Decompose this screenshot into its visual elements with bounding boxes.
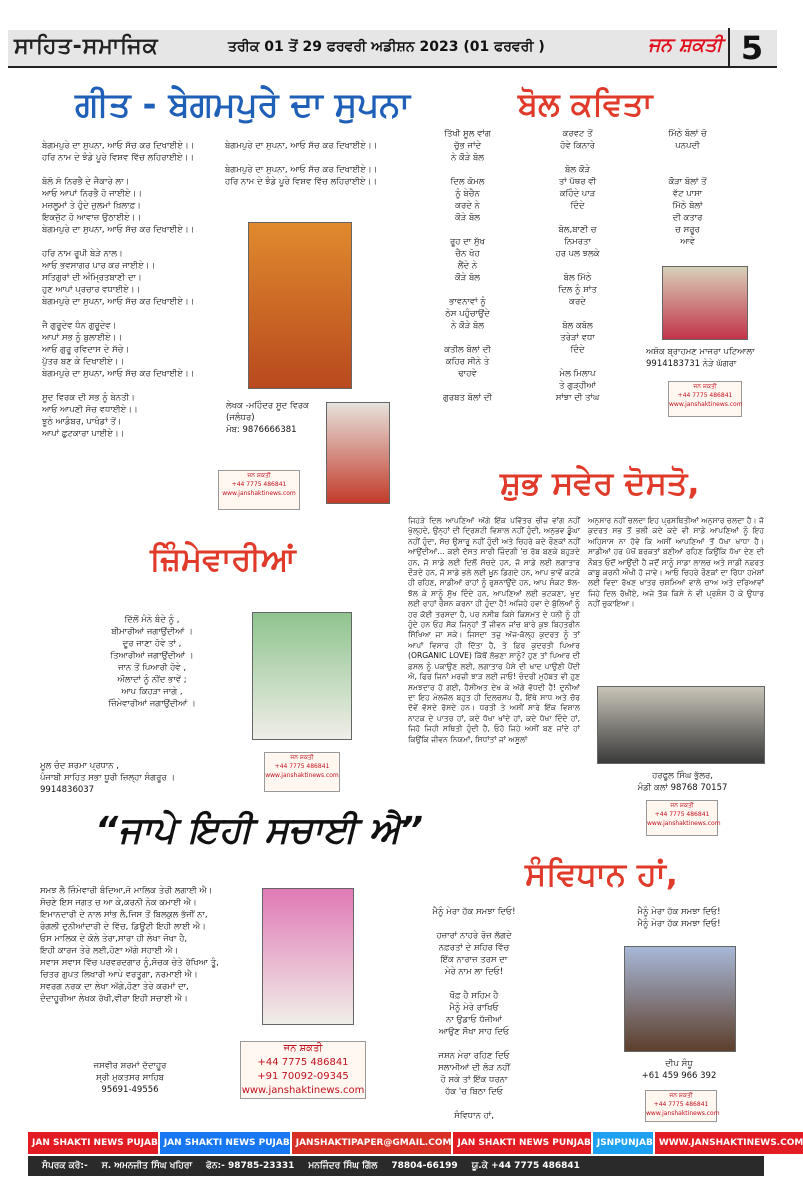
- contact-item: ਫੋਨ:- 98785-23331: [206, 1161, 295, 1171]
- samvidhan-title: ਸੰਵਿਧਾਨ ਹਾਂ,: [525, 855, 678, 893]
- geet-title: ਗੀਤ - ਬੇਗਮਪੁਰੇ ਦਾ ਸੁਪਨਾ: [75, 85, 411, 125]
- guru-ravidas-image: [248, 222, 352, 389]
- jan-shakti-logo: ਜਨ ਸ਼ਕਤੀ +44 7775 486841 www.janshaktinews.com: [668, 381, 742, 417]
- geet-author: ਲੇਖਕ -ਮਹਿੰਦਰ ਸੂਦ ਵਿਰਕ (ਜਲੰਧਰ) ਮੋਬ: 9876666381: [226, 401, 309, 435]
- jimmewari-title: ਜ਼ਿੰਮੇਵਾਰੀਆਂ: [150, 540, 296, 578]
- samvidhan-poem-col1: ਮੈਨੂੰ ਮੇਰਾ ਹੱਕ ਸਮਝਾ ਦਿਓ! ਹਜ਼ਾਰਾਂ ਨਾਹਰੇ ਰੋਜ਼ ਲੱਗਦੇ ਨਫ਼ਰਤਾਂ ਦੇ ਸ਼ਹਿਰ ਵਿੱਚ ਇੱਕ ਨਾਰਾਜ਼ ਤਰਸ ਦਾ ਮੇਰੇ ਨਾਮ ਲਾ ਦਿਓ! ਖੌਫ਼ ਹੈ ਸਹਿਮ ਹੈ ਮੈਨੂੰ ਮੇਰੇ ਰਾਖਿਓ ਨਾ ਉਡਾਓ ਧੱਜੀਆਂ ਆਉਣ ਸੌਖਾ ਸਾਹ ਦਿਓ ਜਸ਼ਨ ਮੇਰਾ ਰਹਿਣ ਦਿਓ ਸਲਾਮੀਆਂ ਦੀ ਲੋੜ ਨਹੀਂ ਹੋ ਸਕੇ ਤਾਂ ਇੱਕ ਧਰਨਾ ਹੱਕ 'ਚ ਬਿਠਾ ਦਿਓ ਸੰਵਿਧਾਨ ਹਾਂ,: [432, 907, 516, 1121]
- bol-poem-col3: ਮਿੱਠੇ ਬੋਲਾਂ ਚੋ ਪਨਪਦੀ ਕੌੜਾ ਬੋਲਾਂ ਤੋਂ ਵੱਟ ਪਾਸਾ ਮਿੱਠੇ ਬੋਲਾਂ ਦੀ ਕਤਾਰ ਚ ਸਰੂਰ ਆਵੇ: [668, 129, 707, 247]
- edition-date: ਤਰੀਕ 01 ਤੋਂ 29 ਫਰਵਰੀ ਅਡੀਸ਼ਨ 2023 (01 ਫਰਵਰੀ ): [228, 39, 545, 55]
- social-bar: [28, 1132, 803, 1154]
- subh-group-photo: [597, 686, 765, 764]
- geet-author-photo: [326, 402, 390, 504]
- section-label: ਸਾਹਿਤ-ਸਮਾਜਿਕ: [14, 34, 159, 59]
- bol-poem-col1: ਤਿੱਖੀ ਸੂਲ ਵਾਂਗ ਚੁੱਭ ਜਾਂਦੇ ਨੇ ਕੌੜੇ ਬੋਲ ਦਿਲ ਕੋਮਲ ਨੂੰ ਬੇਚੈਨ ਕਰਦੇ ਨੇ ਕੌੜੇ ਬੋਲ ਰੂਹ ਦਾ ਸੁੱਖ ਚੈਨ ਖੋਹ ਲੈਂਦੇ ਨੇ ਕੌੜੇ ਬੋਲ ਭਾਵਨਾਵਾਂ ਨੂੰ ਠੇਸ ਪਹੁੰਚਾਉਂਦੇ ਨੇ ਕੌੜੇ ਬੋਲ ਕਤੀਲ ਬੋਲਾਂ ਦੀ ਕਹਿਰ ਸੀਨੇ ਤੇ ਢਾਹਵੇ ਗੁਰਬਤ ਬੋਲਾਂ ਦੀ: [443, 129, 492, 403]
- jape-poem: ਸਮਝ ਲੈ ਜ਼ਿੰਮੇਵਾਰੀ ਬੰਦਿਆ,ਜੋ ਮਾਲਿਕ ਤੇਰੀ ਲਗਾਈ ਐ। ਸੋਚਣੇ ਇਸ ਜਗਤ ਚ ਆ ਕੇ,ਕਰਨੀ ਨੇਕ ਕਮਾਈ ਐ। ਇਮਾਨਦਾਰੀ ਦੇ ਨਾਲ ਸਾਂਭ ਲੈ,ਜਿਸ ਤੋਂ ਬਿਲਕੁਲ ਭੱਜੀਂ ਨਾ, ਰੰਗਲੀ ਦੁਨੀਆਂਦਾਰੀ ਦੇ ਵਿੱਚ, ਡਿਊਟੀ ਇਹੀ ਲਾਈ ਐ। ਓਸ ਮਾਲਿਕ ਦੇ ਕੋਲੇ ਤੇਰਾ,ਸਾਰਾ ਹੀ ਲੇਖਾ ਜੋਖਾ ਹੈ, ਇਹੀ ਕਾਰਜ ਤੇਰੇ ਲਈ,ਹੋਣਾ ਅੱਗੇ ਸਹਾਈ ਐ। ਸਵਾਸ ਸਵਾਸ ਵਿੱਚ ਪਰਵਰਦਗਾਰ ਨੂੰ,ਸੋਚਕ ਚੇਤੇ ਰੱਖਿਆ ਤੂੰ, ਚਿਤਰ ਗੁਪਤ ਲਿਖਾਰੀ ਆਪੇ ਵਰਤੂਗਾ, ਨਰਮਾਈ ਐ। ਸਵਰਗ ਨਰਕ ਦਾ ਲੇਖਾ ਅੱਗੇ,ਹੋਣਾ ਤੇਰੇ ਕਰਮਾਂ ਦਾ, ਦੰਦਾਹੂਰੀਆ ਲੇਖਕ ਰੱਖੀ,ਵੀਰਾ ਇਹੀ ਸਚਾਈ ਐ।: [40, 886, 219, 1004]
- samvidhan-author: ਦੀਪ ਸੰਧੂ +61 459 966 392: [641, 1059, 717, 1081]
- contact-item: ਸੰਪਰਕ ਕਰੋ:-: [42, 1161, 88, 1171]
- jimmewari-author-photo: [252, 612, 352, 740]
- jimmewari-author: ਮੂਲ ਚੰਦ ਸ਼ਰਮਾ ਪ੍ਰਧਾਨ , ਪੰਜਾਬੀ ਸਾਹਿਤ ਸਭਾ ਧੂਰੀ ਜ਼ਿਲ੍ਹਾ ਸੰਗਰੂਰ । 9914836037: [40, 761, 176, 795]
- brand-name: ਜਨ ਸ਼ਕਤੀ: [648, 34, 723, 56]
- geet-poem-col1: ਬੇਗਮਪੁਰੇ ਦਾ ਸੁਪਨਾ, ਆਓ ਸੱਚ ਕਰ ਦਿਖਾਈਏ।। ਹਰਿ ਨਾਮ ਦੇ ਝੰਡੇ ਪੂਰੇ ਵਿਸ਼ਵ ਵਿੱਚ ਲਹਿਰਾਈਏ।। ਬੋਲੋ ਸੋ ਨਿਰਭੈ ਦੇ ਜੈਕਾਰੇ ਲਾ। ਆਓ ਆਪਾਂ ਨਿਰਭੈ ਹੋ ਜਾਈਏ।। ਮਜ਼ਲੂਮਾਂ ਤੇ ਹੁੰਦੇ ਜ਼ੁਲਮਾਂ ਖ਼ਿਲਾਫ਼। ਇਕਜੁੱਟ ਹੋ ਆਵਾਜ਼ ਉਠਾਈਏ।। ਬੇਗਮਪੁਰੇ ਦਾ ਸੁਪਨਾ, ਆਓ ਸੱਚ ਕਰ ਦਿਖਾਈਏ।। ਹਰਿ ਨਾਮ ਰੂਪੀ ਬੇੜੇ ਨਾਲ। ਆਓ ਭਵਸਾਗਰ ਪਾਰ ਕਰ ਜਾਈਏ।। ਸਤਿਗੁਰਾਂ ਦੀ ਅੰਮ੍ਰਿਤਬਾਣੀ ਦਾ। ਹੁਣ ਆਪਾਂ ਪ੍ਰਚਾਰ ਵਧਾਈਏ।। ਬੇਗਮਪੁਰੇ ਦਾ ਸੁਪਨਾ, ਆਓ ਸੱਚ ਕਰ ਦਿਖਾਈਏ।। ਜੈ ਗੁਰੂਦੇਵ ਧੰਨ ਗੁਰੂਦੇਵ। ਆਪਾਂ ਸਭ ਨੂੰ ਬੁਲਾਈਏ।। ਆਓ ਗੁਰੂ ਰਵਿਦਾਸ ਦੇ ਸੱਚੇ। ਪੁੱਤਰ ਬਣ ਕੇ ਦਿਖਾਈਏ।। ਬੇਗਮਪੁਰੇ ਦਾ ਸੁਪਨਾ, ਆਓ ਸੱਚ ਕਰ ਦਿਖਾਈਏ।। ਸੂਦ ਵਿਰਕ ਦੀ ਸਭ ਨੂੰ ਬੇਨਤੀ। ਆਓ ਆਪਣੀ ਸੋਚ ਵਧਾਈਏ।। ਝੂਠੇ ਆਡੰਬਰ, ਪਾਖੰਡਾਂ ਤੋਂ। ਆਪਾਂ ਛੁਟਕਾਰਾ ਪਾਈਏ।।: [42, 141, 195, 439]
- jape-title: “ਜਾਪੇ ਇਹੀ ਸਚਾਈ ਐ”: [95, 810, 424, 851]
- bol-poem-col2: ਕਰਵਟ ਤੋਂ ਹੋਵੇ ਕਿਨਾਰੇ ਬੋਲ ਕੌੜੇ ਤਾਂ ਪੱਥਰ ਵੀ ਕਹਿੰਦੇ ਪਾੜ ਦਿੰਦੇ ਬੋਲ,ਬਾਣੀ ਚ ਨਿਮਰਤਾ ਹਰ ਪਲ ਝਲਕੇ ਬੋਲ ਮਿੱਠੇ ਦਿਲ ਨੂੰ ਸ਼ਾਂਤ ਕਰਦੇ ਬੋਲ ਕਬੋਲ ਤਰੇੜਾਂ ਵਧਾ ਦਿੰਦੇ ਮੇਲ ਮਿਲਾਪ ਤੇ ਗੁੜ੍ਹੀਆਂ ਸਾਂਝਾ ਦੀ ਤਾਂਘ: [555, 129, 600, 403]
- subh-title: ਸ਼ੁਭ ਸਵੇਰ ਦੋਸਤੋ,: [500, 464, 700, 502]
- contact-item: ਸ. ਅਮਨਜੀਤ ਸਿੰਘ ਖਹਿਰਾ: [101, 1161, 193, 1171]
- social-link[interactable]: JSNPUNJAB: [593, 1132, 653, 1154]
- contact-item: 78804-66199: [391, 1161, 458, 1171]
- social-link[interactable]: JAN SHAKTI NEWS PUNJAB: [453, 1132, 590, 1154]
- contact-item: ਮਨਜਿੰਦਰ ਸਿੰਘ ਗਿੱਲ: [308, 1161, 378, 1171]
- samvidhan-author-photo: [624, 946, 736, 1052]
- subh-text-col1: ਜਿਹੜੇ ਦਿਲ ਆਪਣਿਆਂ ਅੱਗੇ ਇੱਕ ਪਵਿੱਤਰ ਚੀਜ਼ ਵਾਂਗ ਨਹੀਂ ਖੁੱਲ੍ਹਦੇ, ਉਨ੍ਹਾਂ ਦੀ ਦ੍ਰਿਸ਼ਟੀ ਵਿਸ਼ਾਲ ਨਹੀਂ ਹੁੰਦੀ, ਅਨੁਭਵ ਡੂੰਘਾ ਨਹੀਂ ਹੁੰਦਾ, ਸੋਚ ਉਸਾਰੂ ਨਹੀਂ ਹੁੰਦੀ ਅਤੇ ਚਿਹਰੇ ਕਦੇ ਰੌਣਕਾਂ ਨਹੀਂ ਆਉਂਦੀਆਂ... ਕਈ ਦੋਸਤ ਸਾਰੀ ਜ਼ਿੰਦਗੀ 'ਚ ਰੱਬ ਬਣਕੇ ਬਹੁੜਦੇ ਹਨ, ਜੋ ਸਾਡੇ ਲਈ ਦਿਲੋਂ ਸੋਚਦੇ ਹਨ, ਜੋ ਸਾਡੇ ਲਈ ਲਗਾਤਾਰ ਦੌੜਦੇ ਹਨ, ਜੋ ਸਾਡੇ ਭਲੇ ਲਈ ਖ਼ੂਨ ਡਿਗਦੇ ਹਨ, ਆਪ ਭਾਵੇਂ ਕਟਕੇ ਹੀ ਰਹਿਣ, ਸਾਡੀਆਂ ਰਾਹਾਂ ਨੂੰ ਰੁਸ਼ਨਾਉਂਦੇ ਹਨ, ਆਪ ਸੰਕਟ ਝੱਲ-ਝੱਲ ਕੇ ਸਾਨੂੰ ਸੁੱਖ ਦਿੰਦੇ ਹਨ, ਆਪਣਿਆਂ ਲਈ ਭਟਕਣਾ, ਖੁਦ ਲਈ ਰਾਹਾਂ ਰੌਸ਼ਨ ਕਰਨਾ ਹੀ ਹੁੰਦਾ ਹੈ! ਅਜਿਹੇ ਹਵਾ ਦੇ ਬੁੱਲਿਆਂ ਨੂੰ ਹਰ ਕੋਈ ਤਰਸਦਾ ਹੈ, ਪਰ ਨਸੀਬ ਕਿਸੇ ਕਿਸਮਤ ਦੇ ਧਨੀ ਨੂੰ ਹੀ ਹੁੰਦੇ ਹਨ ਓਹ ਸੋਕ ਜਿਨ੍ਹਾਂ ਤੋਂ ਜੀਵਨ ਜਾਂਚ ਬਾਰੇ ਕੁਝ ਬਿਹਤਰੀਨ ਸਿੱਖਿਆ ਜਾ ਸਕੇ। ਜਿਸਦਾ ਤਜ਼ੁ ਅੱਜ-ਕੱਲ੍ਹ ਕੁਦਰਤ ਨੂੰ ਤਾਂ ਆਪਾਂ ਵਿਸਾਰ ਹੀ ਦਿੱਤਾ ਹੈ, ਤੇ ਫ਼ਿਰ ਕੁਦਰਤੀ ਪਿਆਰ (ORGANIC LOVE) ਕਿੱਥੋਂ ਲੱਭਣਾ ਸਾਨੂੰ? ਹੁਣ ਤਾਂ ਪਿਆਰ ਦੀ ਫ਼ਸਲ ਨੂੰ ਪਕਾਉਣ ਲਈ, ਲਗਾਤਾਰ ਪੈਸੇ ਦੀ ਖਾਦ ਪਾਉਣੀ ਪੈਂਦੀ ਐ, ਫਿਰ ਜਿਨਾਂ ਮਰਜ਼ੀ ਝਾੜ ਲਈ ਜਾਓ! ਚੰਦਰੀ ਮੁਹੱਬਤ ਵੀ ਹੁਣ ਸਮਝਦਾਰ ਹੋ ਗਈ, ਹੈਸੀਅਤ ਦੇਖ ਕੇ ਅੱਗੇ ਵੱਧਦੀ ਹੈ! ਦੁਨੀਆਂ ਦਾ ਇਹ ਮੇਲਜੋਲ ਬਹੁਤ ਹੀ ਦਿਲਚਸਪ ਹੈ, ਇੱਥੇ ਸਾਧ ਅਤੇ ਚੋਰ ਦੋਵੇਂ ਵੱਸਦੇ ਰੱਸਦੇ ਹਨ। ਧਰਤੀ ਤੇ ਅਸੀਂ ਸਾਰੇ ਇੱਕ ਵਿਸ਼ਾਲ ਨਾਟਕ ਦੇ ਪਾਤਰ ਹਾਂ, ਕਦੇ ਧੋਖਾ ਖਾਂਦੇ ਹਾਂ, ਕਦੇ ਧੋਖਾ ਦਿੰਦੇ ਹਾਂ, ਜਿਹੋ ਜਿਹੀ ਸਥਿਤੀ ਹੁੰਦੀ ਹੈ, ਓਹੋ ਜਿਹੇ ਅਸੀਂ ਬਣ ਜਾਂਦੇ ਹਾਂ ਕਿਉਂਕਿ ਜੀਵਨ ਨਿਯਮਾਂ, ਸਿਧਾਂਤਾਂ ਜਾਂ ਅਸੂਲਾਂ: [408, 516, 580, 744]
- jan-shakti-logo: ਜਨ ਸ਼ਕਤੀ +44 7775 486841 www.janshaktinews.com: [646, 800, 718, 836]
- jape-author-photo: [262, 888, 354, 1025]
- contact-bar: [28, 1156, 764, 1176]
- social-link[interactable]: JAN SHAKTI NEWS PUJAB: [28, 1132, 158, 1154]
- social-link[interactable]: JAN SHAKTI NEWS PUJAB: [160, 1132, 290, 1154]
- geet-poem-col2: ਬੇਗਮਪੁਰੇ ਦਾ ਸੁਪਨਾ, ਆਓ ਸੱਚ ਕਰ ਦਿਖਾਈਏ।। ਬੇਗਮਪੁਰੇ ਦਾ ਸੁਪਨਾ, ਆਓ ਸੱਚ ਕਰ ਦਿਖਾਈਏ।। ਹਰਿ ਨਾਮ ਦੇ ਝੰਡੇ ਪੂਰੇ ਵਿਸ਼ਵ ਵਿੱਚ ਲਹਿਰਾਈਏ।।: [225, 141, 378, 187]
- jan-shakti-logo: ਜਨ ਸ਼ਕਤੀ +44 7775 486841 www.janshaktinews.com: [264, 752, 340, 792]
- social-link[interactable]: JANSHAKTIPAPER@GMAIL.COM: [292, 1132, 452, 1154]
- subh-text-col2: ਅਨੁਸਾਰ ਨਹੀਂ ਚਲਦਾ ਇਹ ਪ੍ਰਸਥਿਤੀਆਂ ਅਨੁਸਾਰ ਚਲਦਾ ਹੈ। ਜੋ ਕੁਦਰਤ ਸਭ ਤੋਂ ਭਲੀ ਕਦੇ ਕਦੇ ਵੀ ਸਾਡੇ ਆਪਣਿਆਂ ਨੂੰ ਇਹ ਅਹਿਸਾਸ ਨਾ ਹੋਵੇ ਕਿ ਅਸੀਂ ਆਪਣਿਆਂ ਤੋਂ ਧੋਖਾ ਖਾਧਾ ਹੈ। ਸਾਡੀਆਂ ਹਰ ਪੱਖੋਂ ਬਰਕਤਾਂ ਬਣੀਆਂ ਰਹਿਣ ਕਿਉਂਕਿ ਧੋਖਾ ਦੇਣ ਦੀ ਨੌਬਤ ਓਦੋਂ ਆਉਂਦੀ ਹੈ ਜਦੋਂ ਸਾਨੂੰ ਸਾਡਾ ਲਾਲਚ ਅਤੇ ਸਾਡੀ ਨਫ਼ਰਤ ਕਾਬੂ ਕਰਨੀ ਔਖੀ ਹੋ ਜਾਵੇ। ਆਓ ਚਿਹਰੇ ਰੌਣਕਾਂ ਦਾ ਰਿੱਧਾ ਹਮੇਸ਼ਾਂ ਲਈ ਵਿਦਾ ਰੱਖਣ ਖਾਤਰ ਚਸ਼ਮਿਆਂ ਵਾਲੇ ਚਾਅ ਅਤੇ ਦਰਿਆਵਾਂ ਜਿਹੇ ਦਿਲ ਰੱਖੀਏ, ਅਜੇ ਤੱਕ ਕਿਸੇ ਨੇ ਵੀ ਪ੍ਰਸ਼ੰਸ ਹੋ ਕੇ ਉਧਾਰ ਨਹੀਂ ਚੁਕਾਇਆ।: [588, 516, 764, 609]
- page-number: 5: [728, 28, 774, 68]
- jimmewari-poem: ਦਿੱਲੋਂ ਮੰਨੇ ਬੰਦੇ ਨੂੰ , ਬੀਮਾਰੀਆਂ ਜਗਾਉਂਦੀਆਂ । ਦੂਰ ਜਾਣਾ ਹੋਵੇ ਤਾਂ , ਤਿਆਰੀਆਂ ਜਗਾਉਂਦੀਆਂ । ਜਾਨ ਤੋਂ ਪਿਆਰੀ ਹੋਵੇ , ਔਲਾਦਾਂ ਨੂੰ ਨੀਂਦ ਭਾਵੇਂ ; ਆਪ ਕਿਹੜਾ ਜਾਗੇ , ਜ਼ਿੰਮੇਵਾਰੀਆਂ ਜਗਾਉਂਦੀਆਂ ।: [108, 615, 196, 709]
- samvidhan-poem-col2: ਮੈਨੂੰ ਮੇਰਾ ਹੱਕ ਸਮਝਾ ਦਿਓ! ਮੈਨੂੰ ਮੇਰਾ ਹੱਕ ਸਮਝਾ ਦਿਓ!: [637, 907, 721, 929]
- jan-shakti-logo: ਜਨ ਸ਼ਕਤੀ +44 7775 486841 www.janshaktinews.com: [645, 1090, 717, 1122]
- contact-item: ਯੂ.ਕੇ +44 7775 486841: [471, 1161, 580, 1171]
- bol-author: ਅਸ਼ੋਕ ਬ੍ਰਾਹਮਣ ਮਾਜਰਾ ਪਟਿਆਲਾ 9914183731 ਨੇੜੇ ਘੱਗਰਾ: [646, 347, 755, 369]
- social-link[interactable]: WWW.JANSHAKTINEWS.COM: [655, 1132, 803, 1154]
- jan-shakti-logo: ਜਨ ਸ਼ਕਤੀ +44 7775 486841 www.janshaktinews.com: [218, 470, 300, 510]
- bol-title: ਬੋਲ ਕਵਿਤਾ: [518, 85, 653, 123]
- contact-footer: [0, 1130, 803, 1200]
- jan-shakti-logo-large: ਜਨ ਸ਼ਕਤੀ +44 7775 486841 +91 70092-09345 www.janshaktinews.com: [240, 1041, 366, 1099]
- bol-author-photo: [662, 266, 748, 340]
- subh-author: ਹਰਫੂਲ ਸਿੰਘ ਭੁੱਲਰ, ਮੰਡੀ ਕਲਾਂ 98768 70157: [637, 771, 728, 793]
- jape-author: ਜਸਵੀਰ ਸ਼ਰਮਾਂ ਦੱਦਾਹੂਰ ਸ੍ਰੀ ਮੁਕਤਸਰ ਸਾਹਿਬ 95691-49556: [93, 1061, 167, 1095]
